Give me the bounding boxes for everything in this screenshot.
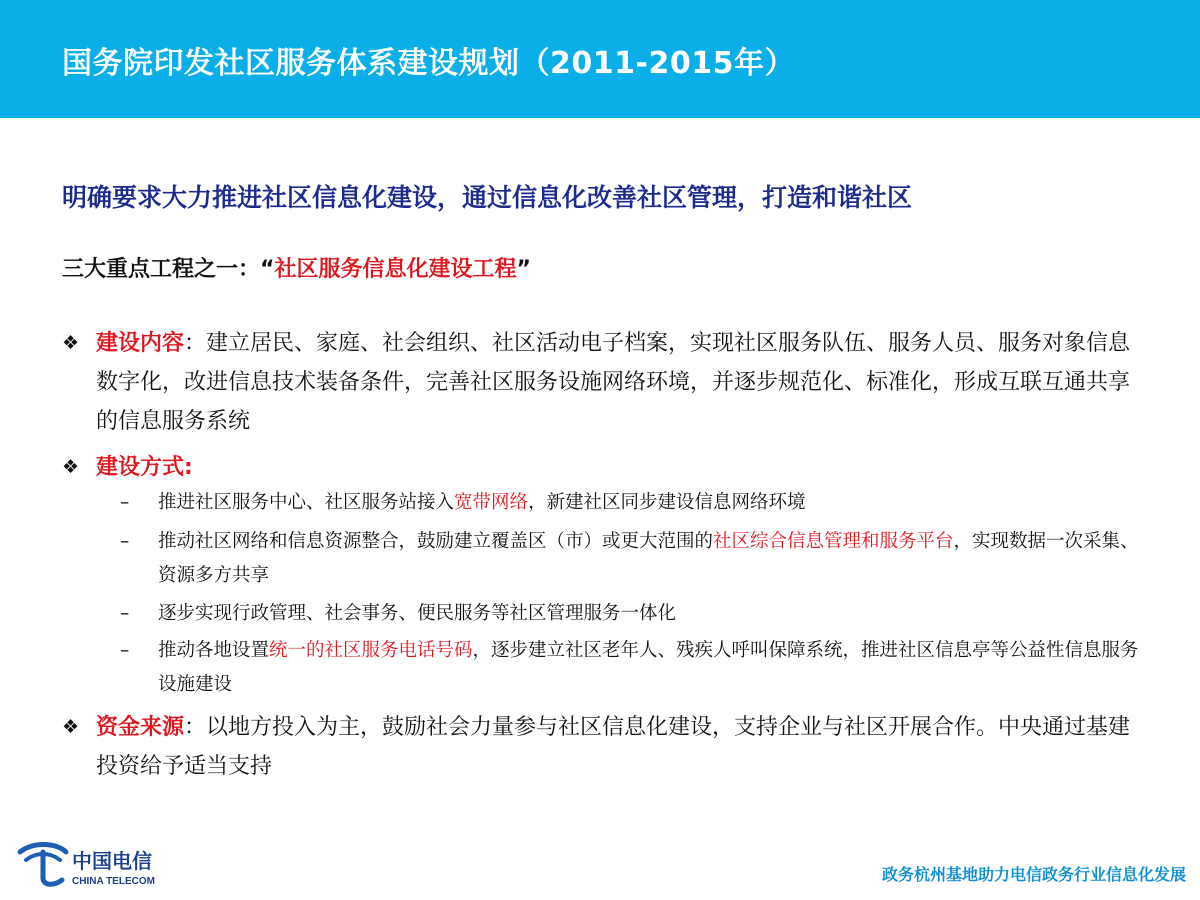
- method-item-text: 推进社区服务中心、社区服务站接入: [158, 492, 455, 513]
- dash-bullet-icon: –: [120, 640, 130, 661]
- method-item-text: 逐步实现行政管理、社会事务、便民服务等社区管理服务一体化: [158, 603, 677, 624]
- subheading-highlight: 社区服务信息化建设工程: [274, 257, 517, 282]
- diamond-bullet-icon: ❖: [62, 456, 80, 478]
- method-item-highlight: 统一的社区服务电话号码: [269, 640, 473, 661]
- dash-bullet-icon: –: [120, 492, 130, 513]
- method-item-text: ，新建社区同步建设信息网络环境: [528, 492, 806, 513]
- dash-bullet-icon: –: [120, 531, 130, 552]
- open-quote: “: [260, 257, 275, 282]
- bullet-text: ：以地方投入为主，鼓励社会力量参与社区信息化建设，支持企业与社区开展合作。中央通过基建投资给予适当支持: [96, 715, 1131, 779]
- china-telecom-logo: [14, 838, 164, 892]
- china-telecom-logo-icon: [14, 838, 164, 892]
- title-bar: [0, 0, 1200, 118]
- diamond-bullet-icon: ❖: [62, 332, 80, 354]
- method-item-text: ，实现数据一次采集、资源多方共享: [158, 531, 1139, 586]
- method-item-highlight: 宽带网络: [454, 492, 529, 513]
- method-item-text: 推动各地设置: [158, 640, 270, 661]
- headline: 明确要求大力推进社区信息化建设，通过信息化改善社区管理，打造和谐社区: [62, 183, 913, 212]
- diamond-bullet-icon: ❖: [62, 716, 80, 738]
- subheading-prefix: 三大重点工程之一：: [62, 257, 261, 282]
- bullet-label: 建设方式:: [96, 455, 193, 480]
- method-item: [120, 486, 1150, 520]
- method-item: [120, 634, 1150, 702]
- method-item-text: ，逐步建立社区老年人、残疾人呼叫保障系统，推进社区信息亭等公益性信息服务设施建设: [158, 640, 1139, 695]
- logo-english-text: CHINA TELECOM: [72, 876, 155, 887]
- bullet-funding-source: [62, 708, 1142, 786]
- logo-chinese-text: 中国电信: [72, 849, 152, 873]
- subheading: [62, 252, 531, 283]
- method-item-text: 推动社区网络和信息资源整合，鼓励建立覆盖区（市）或更大范围的: [158, 531, 714, 552]
- bullet-construction-content: [62, 324, 1142, 441]
- footer-slogan: 政务杭州基地助力电信政务行业信息化发展: [881, 865, 1186, 884]
- method-item-highlight: 社区综合信息管理和服务平台: [713, 531, 954, 552]
- dash-bullet-icon: –: [120, 603, 130, 624]
- method-item: [120, 525, 1150, 593]
- page-title: 国务院印发社区服务体系建设规划（2011-2015年）: [62, 46, 795, 81]
- method-item: [120, 597, 1150, 631]
- bullet-text: ：建立居民、家庭、社会组织、社区活动电子档案，实现社区服务队伍、服务人员、服务对象信息数字化，改进信息技术装备条件，完善社区服务设施网络环境，并逐步规范化、标准化，形成互联互通共享的信息服务系统: [96, 331, 1131, 434]
- bullet-construction-method: [62, 448, 1142, 487]
- bullet-label: 资金来源: [96, 715, 185, 740]
- bullet-label: 建设内容: [96, 331, 185, 356]
- close-quote: ”: [516, 257, 531, 282]
